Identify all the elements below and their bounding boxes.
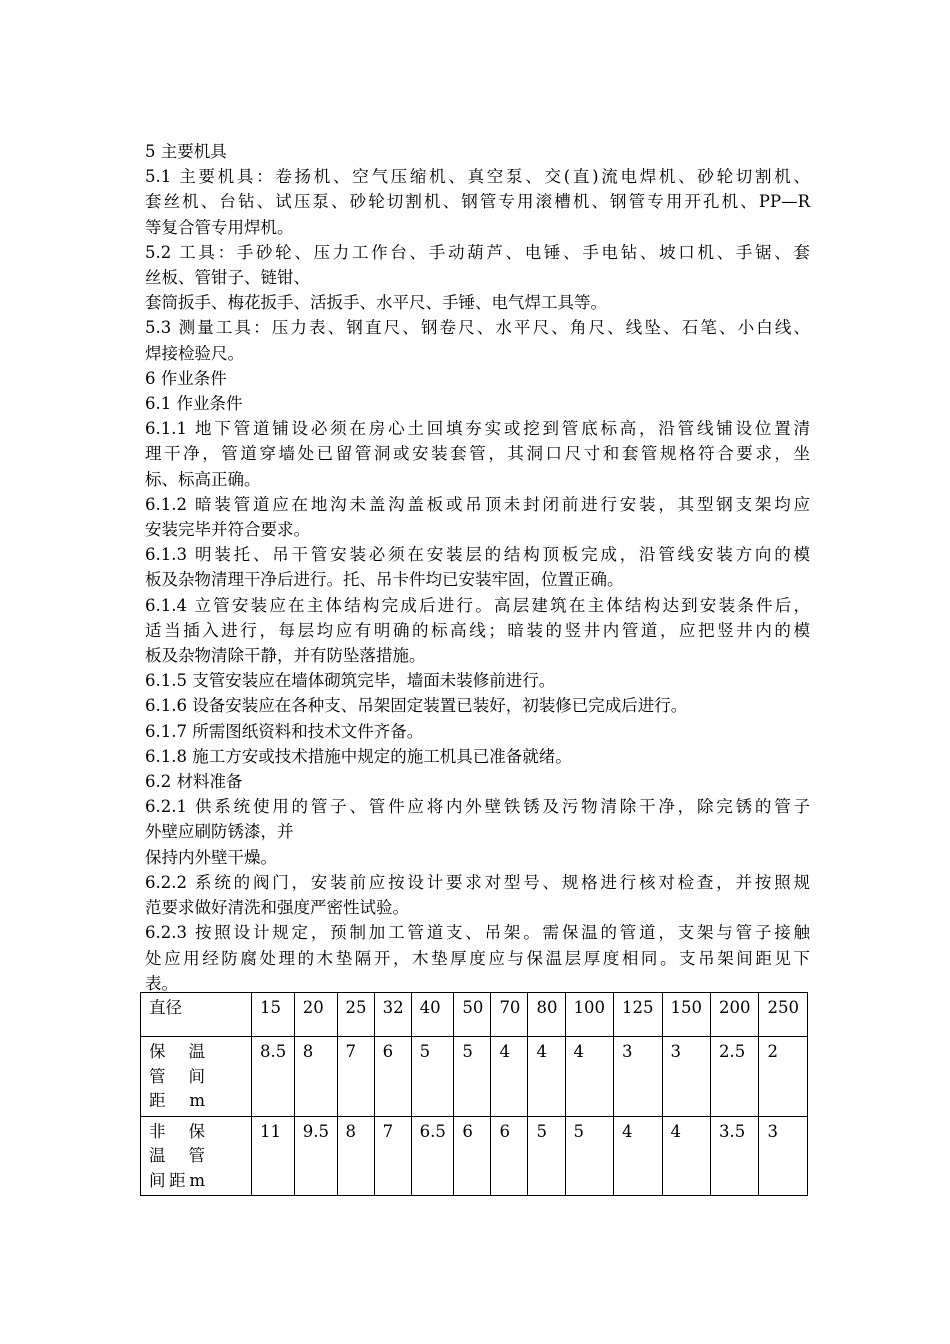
- table-cell: 20: [294, 993, 337, 1037]
- table-cell: 3: [759, 1116, 808, 1196]
- table-cell: 150: [662, 993, 710, 1037]
- paragraph-line: 套丝机、台钻、试压泵、砂轮切割机、钢管专用滚槽机、钢管专用开孔机、PP—R: [145, 192, 810, 212]
- table-cell: 3: [662, 1037, 710, 1117]
- table-cell: 40: [411, 993, 454, 1037]
- table-cell: 50: [454, 993, 491, 1037]
- table-row-uninsulated: [141, 1116, 808, 1196]
- table-cell: 3.5: [710, 1116, 758, 1196]
- paragraph-line: 标、标高正确。: [145, 469, 261, 489]
- row-header-line: 非 保: [149, 1121, 205, 1141]
- paragraph-line: 5.2 工具：手砂轮、压力工作台、手动葫芦、电锤、手电钻、坡口机、手锯、套: [145, 242, 810, 262]
- row-header-insulated: [141, 1037, 252, 1117]
- table-cell: 125: [614, 993, 662, 1037]
- section-heading: 6 作业条件: [145, 368, 227, 388]
- table-cell: 4: [528, 1037, 565, 1117]
- paragraph-line: 6.1.4 立管安装应在主体结构完成后进行。高层建筑在主体结构达到安装条件后，: [145, 595, 810, 615]
- paragraph-line: 6.2.3 按照设计规定，预制加工管道支、吊架。需保温的管道，支架与管子接触: [145, 923, 810, 943]
- paragraph-line: 丝板、管钳子、链钳、: [145, 268, 310, 288]
- paragraph-line: 理干净，管道穿墙处已留管洞或安装套管，其洞口尺寸和套管规格符合要求，坐: [145, 444, 810, 464]
- paragraph-line: 6.1.1 地下管道铺设必须在房心土回填夯实或挖到管底标高，沿管线铺设位置清: [145, 419, 810, 439]
- table-cell: 250: [759, 993, 808, 1037]
- table-cell: 8: [337, 1116, 374, 1196]
- row-header-uninsulated: [141, 1116, 252, 1196]
- paragraph-line: 表。: [145, 973, 178, 993]
- table-cell: 6: [491, 1116, 528, 1196]
- section-heading: 5 主要机具: [145, 142, 227, 161]
- row-header-line: 温 管: [149, 1146, 205, 1165]
- table-cell: 5: [528, 1116, 565, 1196]
- table-cell: 7: [337, 1037, 374, 1117]
- subsection-heading: 6.1 作业条件: [145, 394, 243, 414]
- paragraph-line: 6.1.8 施工方安或技术措施中规定的施工机具已准备就绪。: [145, 746, 572, 766]
- table-cell: 100: [565, 993, 613, 1037]
- paragraph-line: 板及杂物清理干净后进行。托、吊卡件均已安装牢固，位置正确。: [145, 570, 624, 590]
- paragraph-line: 外壁应刷防锈漆，并: [145, 822, 294, 842]
- table-cell: 2: [759, 1037, 808, 1117]
- table-cell: 5: [411, 1037, 454, 1117]
- table-cell: 5: [565, 1116, 613, 1196]
- paragraph-line: 5.3 测量工具：压力表、钢直尺、钢卷尺、水平尺、角尺、线坠、石笔、小白线、: [145, 318, 810, 338]
- table-cell: 4: [565, 1037, 613, 1117]
- subsection-heading: 6.2 材料准备: [145, 772, 243, 792]
- paragraph-line: 6.2.1 供系统使用的管子、管件应将内外壁铁锈及污物清除干净，除完锈的管子: [145, 797, 810, 817]
- table-cell: 6.5: [411, 1116, 454, 1196]
- support-spacing-table: [140, 992, 808, 1196]
- paragraph-line: 6.2.2 系统的阀门，安装前应按设计要求对型号、规格进行核对检查，并按照规: [145, 872, 810, 892]
- paragraph-line: 范要求做好清洗和强度严密性试验。: [145, 898, 409, 918]
- table-cell: 3: [614, 1037, 662, 1117]
- row-header-diameter: 直径: [141, 993, 252, 1037]
- paragraph-line: 5.1 主要机具：卷扬机、空气压缩机、真空泵、交(直)流电焊机、砂轮切割机、: [145, 167, 810, 187]
- table-cell: 8: [294, 1037, 337, 1117]
- table-cell: 2.5: [710, 1037, 758, 1117]
- paragraph-line: 套筒扳手、梅花扳手、活扳手、水平尺、手锤、电气焊工具等。: [145, 293, 607, 313]
- paragraph-line: 等复合管专用焊机。: [145, 217, 294, 237]
- table-cell: 4: [491, 1037, 528, 1117]
- table-cell: 5: [454, 1037, 491, 1117]
- row-header-line: 间距m: [149, 1170, 205, 1190]
- table-cell: 200: [710, 993, 758, 1037]
- table-cell: 8.5: [252, 1037, 295, 1117]
- table-cell: 80: [528, 993, 565, 1037]
- paragraph-line: 6.1.7 所需图纸资料和技术文件齐备。: [145, 721, 424, 741]
- table-cell: 15: [252, 993, 295, 1037]
- paragraph-line: 保持内外壁干燥。: [145, 847, 277, 867]
- row-header-line: 距 m: [149, 1091, 205, 1110]
- table-row-diameter: [141, 993, 808, 1037]
- paragraph-line: 安装完毕并符合要求。: [145, 520, 310, 540]
- paragraph-line: 6.1.5 支管安装应在墙体砌筑完毕，墙面未装修前进行。: [145, 671, 556, 691]
- table-cell: 32: [374, 993, 411, 1037]
- paragraph-line: 焊接检验尺。: [145, 343, 244, 363]
- row-header-line: 保 温: [149, 1042, 205, 1061]
- paragraph-line: 适当插入进行，每层均应有明确的标高线；暗装的竖井内管道，应把竖井内的模: [145, 620, 810, 640]
- table-cell: 4: [614, 1116, 662, 1196]
- table-cell: 4: [662, 1116, 710, 1196]
- paragraph-line: 6.1.2 暗装管道应在地沟未盖沟盖板或吊顶未封闭前进行安装，其型钢支架均应: [145, 494, 810, 514]
- document-body: [145, 139, 810, 996]
- table-cell: 25: [337, 993, 374, 1037]
- table-row-insulated: [141, 1037, 808, 1117]
- table-cell: 11: [252, 1116, 295, 1196]
- paragraph-line: 6.1.6 设备安装应在各种支、吊架固定装置已装好，初装修已完成后进行。: [145, 696, 688, 716]
- row-header-line: 管 间: [149, 1066, 205, 1086]
- paragraph-line: 6.1.3 明装托、吊干管安装必须在安装层的结构顶板完成，沿管线安装方向的模: [145, 545, 810, 565]
- table-cell: 6: [374, 1037, 411, 1117]
- table-cell: 7: [374, 1116, 411, 1196]
- table-cell: 70: [491, 993, 528, 1037]
- table-cell: 6: [454, 1116, 491, 1196]
- paragraph-line: 处应用经防腐处理的木垫隔开，木垫厚度应与保温层厚度相同。支吊架间距见下: [145, 948, 810, 968]
- paragraph-line: 板及杂物清除干静，并有防坠落措施。: [145, 646, 426, 666]
- table-cell: 9.5: [294, 1116, 337, 1196]
